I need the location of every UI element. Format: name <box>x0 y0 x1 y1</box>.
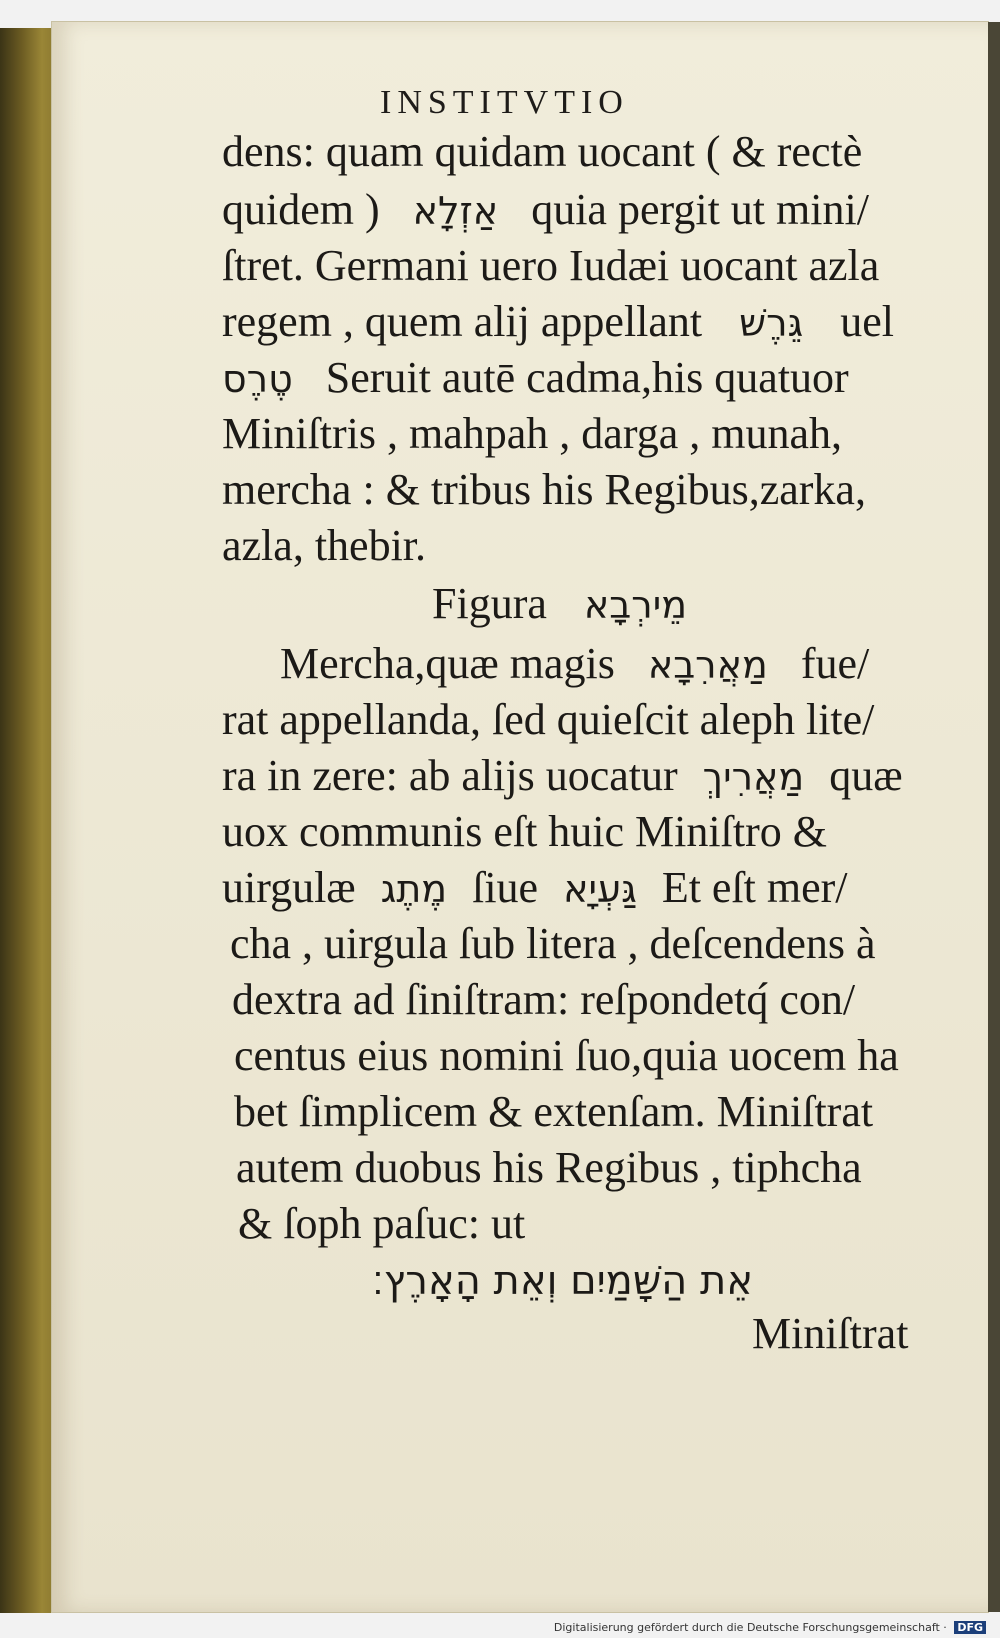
text-line <box>222 802 827 862</box>
line-text: Miniſtrat <box>752 1309 909 1358</box>
line-text-after: ſiue <box>472 863 539 912</box>
hebrew-verse <box>372 1250 753 1311</box>
hebrew-word: גֵּרֶשׁ <box>739 301 804 345</box>
line-text-after: fue/ <box>800 639 870 688</box>
hebrew-word: טֶרֶס <box>222 357 293 401</box>
line-text: Figura <box>432 579 547 628</box>
text-line <box>222 746 903 807</box>
catchword <box>752 1304 908 1364</box>
line-text: & ſoph paſuc: ut <box>238 1199 526 1248</box>
line-text-after: Seruit autē cadma,his quatuor <box>325 353 849 402</box>
digitization-footer <box>554 1621 986 1634</box>
line-text-after: quæ <box>829 751 903 800</box>
hebrew-word: מַאֲרִבָא <box>647 643 768 687</box>
text-line <box>222 236 879 296</box>
line-text: regem , quem alij appellant <box>222 297 703 346</box>
line-text: ra in zere: ab alijs uocatur <box>222 751 678 800</box>
line-text-after: uel <box>840 297 894 346</box>
line-text: dextra ad ſiniſtram: reſpondetq́ con/ <box>232 975 856 1024</box>
text-line <box>222 292 894 353</box>
text-line <box>222 404 842 464</box>
line-text-after: Et eſt mer/ <box>661 863 848 912</box>
line-text: ſtret. Germani uero Iudæi uocant azla <box>222 241 880 290</box>
text-line <box>222 858 848 919</box>
hebrew-word: מַאֲרִיךְ <box>702 755 805 799</box>
text-line <box>280 634 869 695</box>
text-line <box>234 1082 873 1142</box>
text-line <box>222 516 426 576</box>
line-text: cha , uirgula ſub litera , deſcendens à <box>230 919 876 968</box>
line-text: quidem ) <box>222 185 380 234</box>
hebrew-word: אַזְלָא <box>412 189 499 233</box>
text-line <box>222 460 866 520</box>
footer-text: Digitalisierung gefördert durch die Deutsche Forschungsgemeinschaft · <box>553 1621 947 1634</box>
line-text: dens: quam quidam uocant ( & rectè <box>222 127 863 176</box>
hebrew-text: אֵת הַשָּׁמַיִם וְאֵת הָאָרֶץ׃ <box>372 1258 754 1304</box>
hebrew-word: מֶתֶג <box>380 867 448 911</box>
line-text: azla, thebir. <box>222 521 427 570</box>
text-line <box>232 970 855 1030</box>
text-line <box>238 1194 525 1254</box>
hebrew-word: גַּעְיָא <box>563 867 637 911</box>
text-line <box>222 122 862 182</box>
text-line <box>222 348 849 409</box>
figura-heading <box>432 574 687 635</box>
line-text: mercha : & tribus his Regibus,zarka, <box>222 465 866 514</box>
line-text: Miniſtris , mahpah , darga , munah, <box>222 409 842 458</box>
text-line <box>236 1138 862 1198</box>
hebrew-word: מֵירְבָא <box>583 583 688 627</box>
line-text: uirgulæ <box>222 863 356 912</box>
line-text: autem duobus his Regibus , tiphcha <box>236 1143 862 1192</box>
dfg-logo: DFG <box>954 1621 986 1634</box>
text-line <box>234 1026 899 1086</box>
line-text: rat appellanda, ſed quieſcit aleph lite/ <box>222 695 875 744</box>
line-text: bet ſimplicem & extenſam. Miniſtrat <box>234 1087 874 1136</box>
text-line <box>222 180 869 241</box>
text-line <box>222 690 874 750</box>
line-text-after: quia pergit ut mini/ <box>531 185 869 234</box>
line-text: Mercha,quæ magis <box>280 639 615 688</box>
running-header: INSTITVTIO <box>380 84 629 121</box>
line-text: uox communis eſt huic Miniſtro & <box>222 807 827 856</box>
line-text: centus eius nomini ſuo,quia uocem ha <box>234 1031 899 1080</box>
text-line <box>230 914 876 974</box>
page-right-edge <box>988 22 1000 1612</box>
